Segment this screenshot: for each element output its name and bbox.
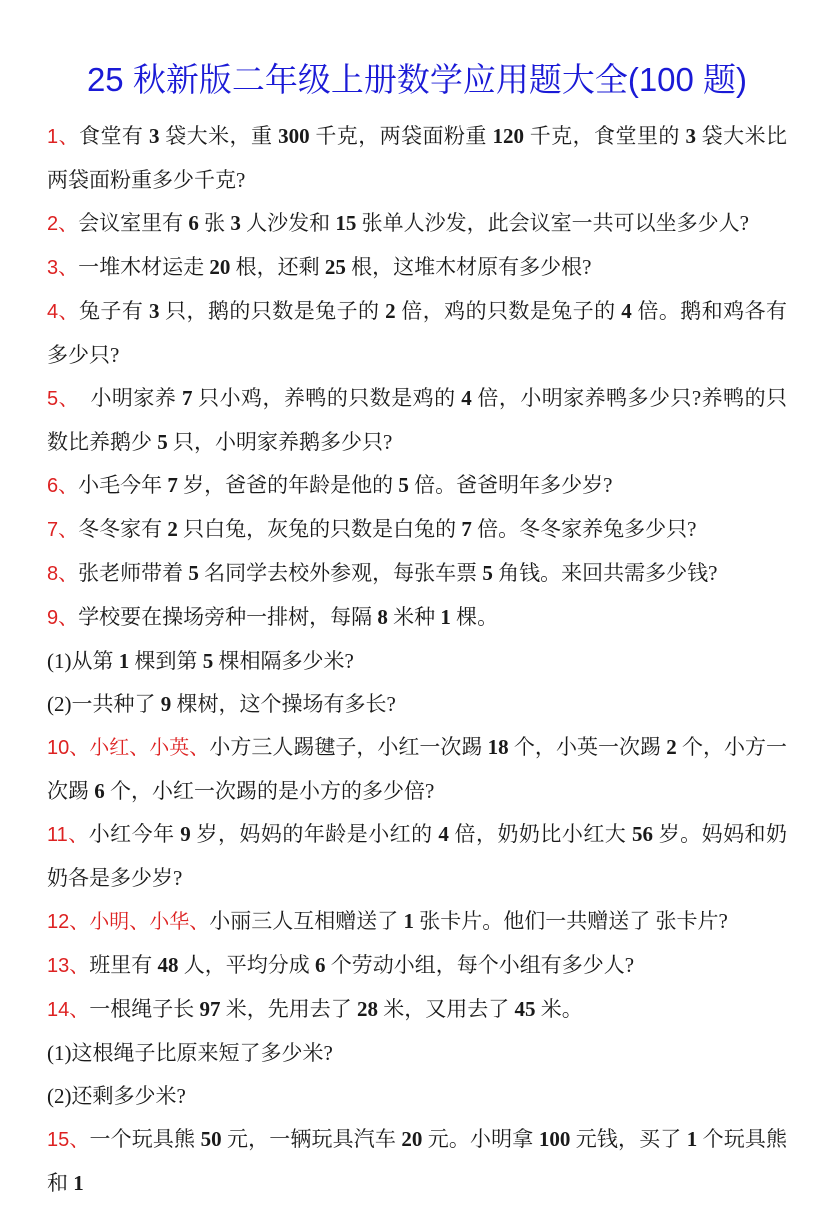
- number-value: 1: [440, 605, 451, 629]
- subitem-text: 还剩多少米?: [71, 1084, 186, 1108]
- number-value: 48: [157, 953, 179, 977]
- number-value: 120: [492, 124, 525, 148]
- subitem-marker: (1): [47, 1041, 72, 1065]
- problem-item: [47, 988, 787, 1032]
- problem-item: [47, 944, 787, 988]
- problem-highlighted-names: 小红、小英、: [89, 737, 210, 759]
- problem-number: 6、: [47, 475, 79, 497]
- problem-text: 一根绳子长 97 米，先用去了 28 米，又用去了 45 米。: [89, 997, 583, 1021]
- number-value: 97: [199, 997, 221, 1021]
- number-value: 1: [686, 1127, 698, 1151]
- problem-text: 小方三人踢毽子，小红一次踢 18 个，小英一次踢 2 个，小方一次踢 6 个，小红一次踢的是小方的多少倍?: [47, 735, 788, 803]
- number-value: 1: [403, 909, 414, 933]
- number-value: 5: [157, 430, 168, 454]
- problem-text: 会议室里有 6 张 3 人沙发和 15 张单人沙发，此会议室一共可以坐多少人?: [78, 211, 749, 235]
- problem-number: 4、: [47, 301, 79, 323]
- problem-item: [47, 726, 787, 813]
- number-value: 2: [385, 299, 396, 323]
- problem-item: [47, 377, 787, 464]
- problem-item: [47, 1118, 787, 1205]
- problem-item: [47, 813, 787, 900]
- number-value: 3: [149, 124, 160, 148]
- number-value: 9: [160, 692, 172, 716]
- problem-item: [47, 464, 787, 508]
- number-value: 100: [538, 1127, 571, 1151]
- problem-number: 8、: [47, 563, 79, 585]
- problem-number: 1、: [47, 126, 80, 148]
- problem-highlighted-names: 小明、小华、: [89, 911, 210, 933]
- problem-number: 12、: [47, 911, 90, 933]
- subitem-marker: (2): [47, 692, 72, 716]
- number-value: 4: [461, 386, 472, 410]
- number-value: 4: [621, 299, 632, 323]
- problem-item: [47, 552, 787, 596]
- problem-number: 11、: [47, 824, 89, 846]
- problem-item: [47, 508, 787, 552]
- problem-text: 张老师带着 5 名同学去校外参观，每张车票 5 角钱。来回共需多少钱?: [78, 561, 718, 585]
- problem-text: 一个玩具熊 50 元，一辆玩具汽车 20 元。小明拿 100 元钱，买了 1 个玩具熊和 1: [47, 1127, 788, 1195]
- number-value: 28: [357, 997, 378, 1021]
- problem-item: [47, 202, 787, 246]
- number-value: 5: [188, 561, 199, 585]
- problem-subitem: [47, 683, 787, 726]
- problem-item: [47, 596, 787, 640]
- number-value: 18: [487, 735, 509, 759]
- subitem-marker: (1): [47, 649, 72, 673]
- problem-number: 13、: [47, 955, 90, 977]
- number-value: 7: [181, 386, 193, 410]
- page-title: 25 秋新版二年级上册数学应用题大全(100 题): [86, 61, 748, 98]
- problem-text: 小红今年 9 岁，妈妈的年龄是小红的 4 倍，奶奶比小红大 56 岁。妈妈和奶奶各是多少岁?: [47, 822, 788, 890]
- number-value: 9: [180, 822, 191, 846]
- number-value: 6: [94, 779, 105, 803]
- number-value: 3: [685, 124, 697, 148]
- number-value: 45: [514, 997, 536, 1021]
- problem-item: [47, 900, 787, 944]
- number-value: 5: [482, 561, 493, 585]
- number-value: 15: [335, 211, 357, 235]
- problem-number: 7、: [47, 519, 79, 541]
- number-value: 5: [202, 649, 214, 673]
- problem-item: [47, 246, 787, 290]
- number-value: 25: [324, 255, 346, 279]
- number-value: 1: [118, 649, 130, 673]
- number-value: 1: [73, 1171, 84, 1195]
- number-value: 20: [209, 255, 231, 279]
- problem-text: 一堆木材运走 20 根，还剩 25 根，这堆木材原有多少根?: [78, 255, 592, 279]
- problem-subitem: [47, 640, 787, 683]
- problem-number: 2、: [47, 213, 79, 235]
- number-value: 3: [148, 299, 160, 323]
- number-value: 6: [315, 953, 326, 977]
- problem-text: 班里有 48 人，平均分成 6 个劳动小组，每个小组有多少人?: [89, 953, 635, 977]
- problem-number: 10、: [47, 737, 90, 759]
- problem-text: 冬冬家有 2 只白兔，灰兔的只数是白兔的 7 倍。冬冬家养兔多少只?: [78, 517, 697, 541]
- problem-text: 学校要在操场旁种一排树，每隔 8 米种 1 棵。: [78, 605, 499, 629]
- subitem-text: 这根绳子比原来短了多少米?: [71, 1041, 333, 1065]
- number-value: 2: [167, 517, 178, 541]
- problems-list: [47, 115, 787, 1205]
- subitem-text: 从第 1 棵到第 5 棵相隔多少米?: [71, 649, 354, 673]
- problem-text: 兔子有 3 只，鹅的只数是兔子的 2 倍，鸡的只数是兔子的 4 倍。鹅和鸡各有多少只?: [47, 299, 788, 367]
- problem-number: 9、: [47, 607, 79, 629]
- subitem-marker: (2): [47, 1084, 72, 1108]
- problem-number: 15、: [47, 1129, 90, 1151]
- number-value: 5: [398, 473, 409, 497]
- number-value: 3: [230, 211, 241, 235]
- problem-number: 3、: [47, 257, 79, 279]
- number-value: 20: [401, 1127, 423, 1151]
- number-value: 6: [188, 211, 199, 235]
- problem-text: 小明家养 7 只小鸡，养鸭的只数是鸡的 4 倍，小明家养鸭多少只?养鸭的只数比养鹅少 5 只，小明家养鹅多少只?: [47, 386, 788, 454]
- problem-number: 5、: [47, 388, 70, 410]
- number-value: 7: [167, 473, 178, 497]
- problem-subitem: [47, 1075, 787, 1118]
- problem-item: [47, 290, 787, 377]
- number-value: 7: [461, 517, 472, 541]
- number-value: 4: [438, 822, 449, 846]
- number-value: 50: [200, 1127, 222, 1151]
- problem-text: 食堂有 3 袋大米，重 300 千克，两袋面粉重 120 千克，食堂里的 3 袋大米比两袋面粉重多少千克?: [47, 124, 788, 192]
- problem-number: 14、: [47, 999, 90, 1021]
- problem-text: 小毛今年 7 岁，爸爸的年龄是他的 5 倍。爸爸明年多少岁?: [78, 473, 613, 497]
- number-value: 2: [666, 735, 677, 759]
- problem-text: 小丽三人互相赠送了 1 张卡片。他们一共赠送了 张卡片?: [209, 909, 728, 933]
- number-value: 56: [631, 822, 653, 846]
- number-value: 8: [377, 605, 388, 629]
- problem-subitem: [47, 1032, 787, 1075]
- problem-item: [47, 115, 787, 202]
- subitem-text: 一共种了 9 棵树，这个操场有多长?: [71, 692, 396, 716]
- number-value: 300: [278, 124, 310, 148]
